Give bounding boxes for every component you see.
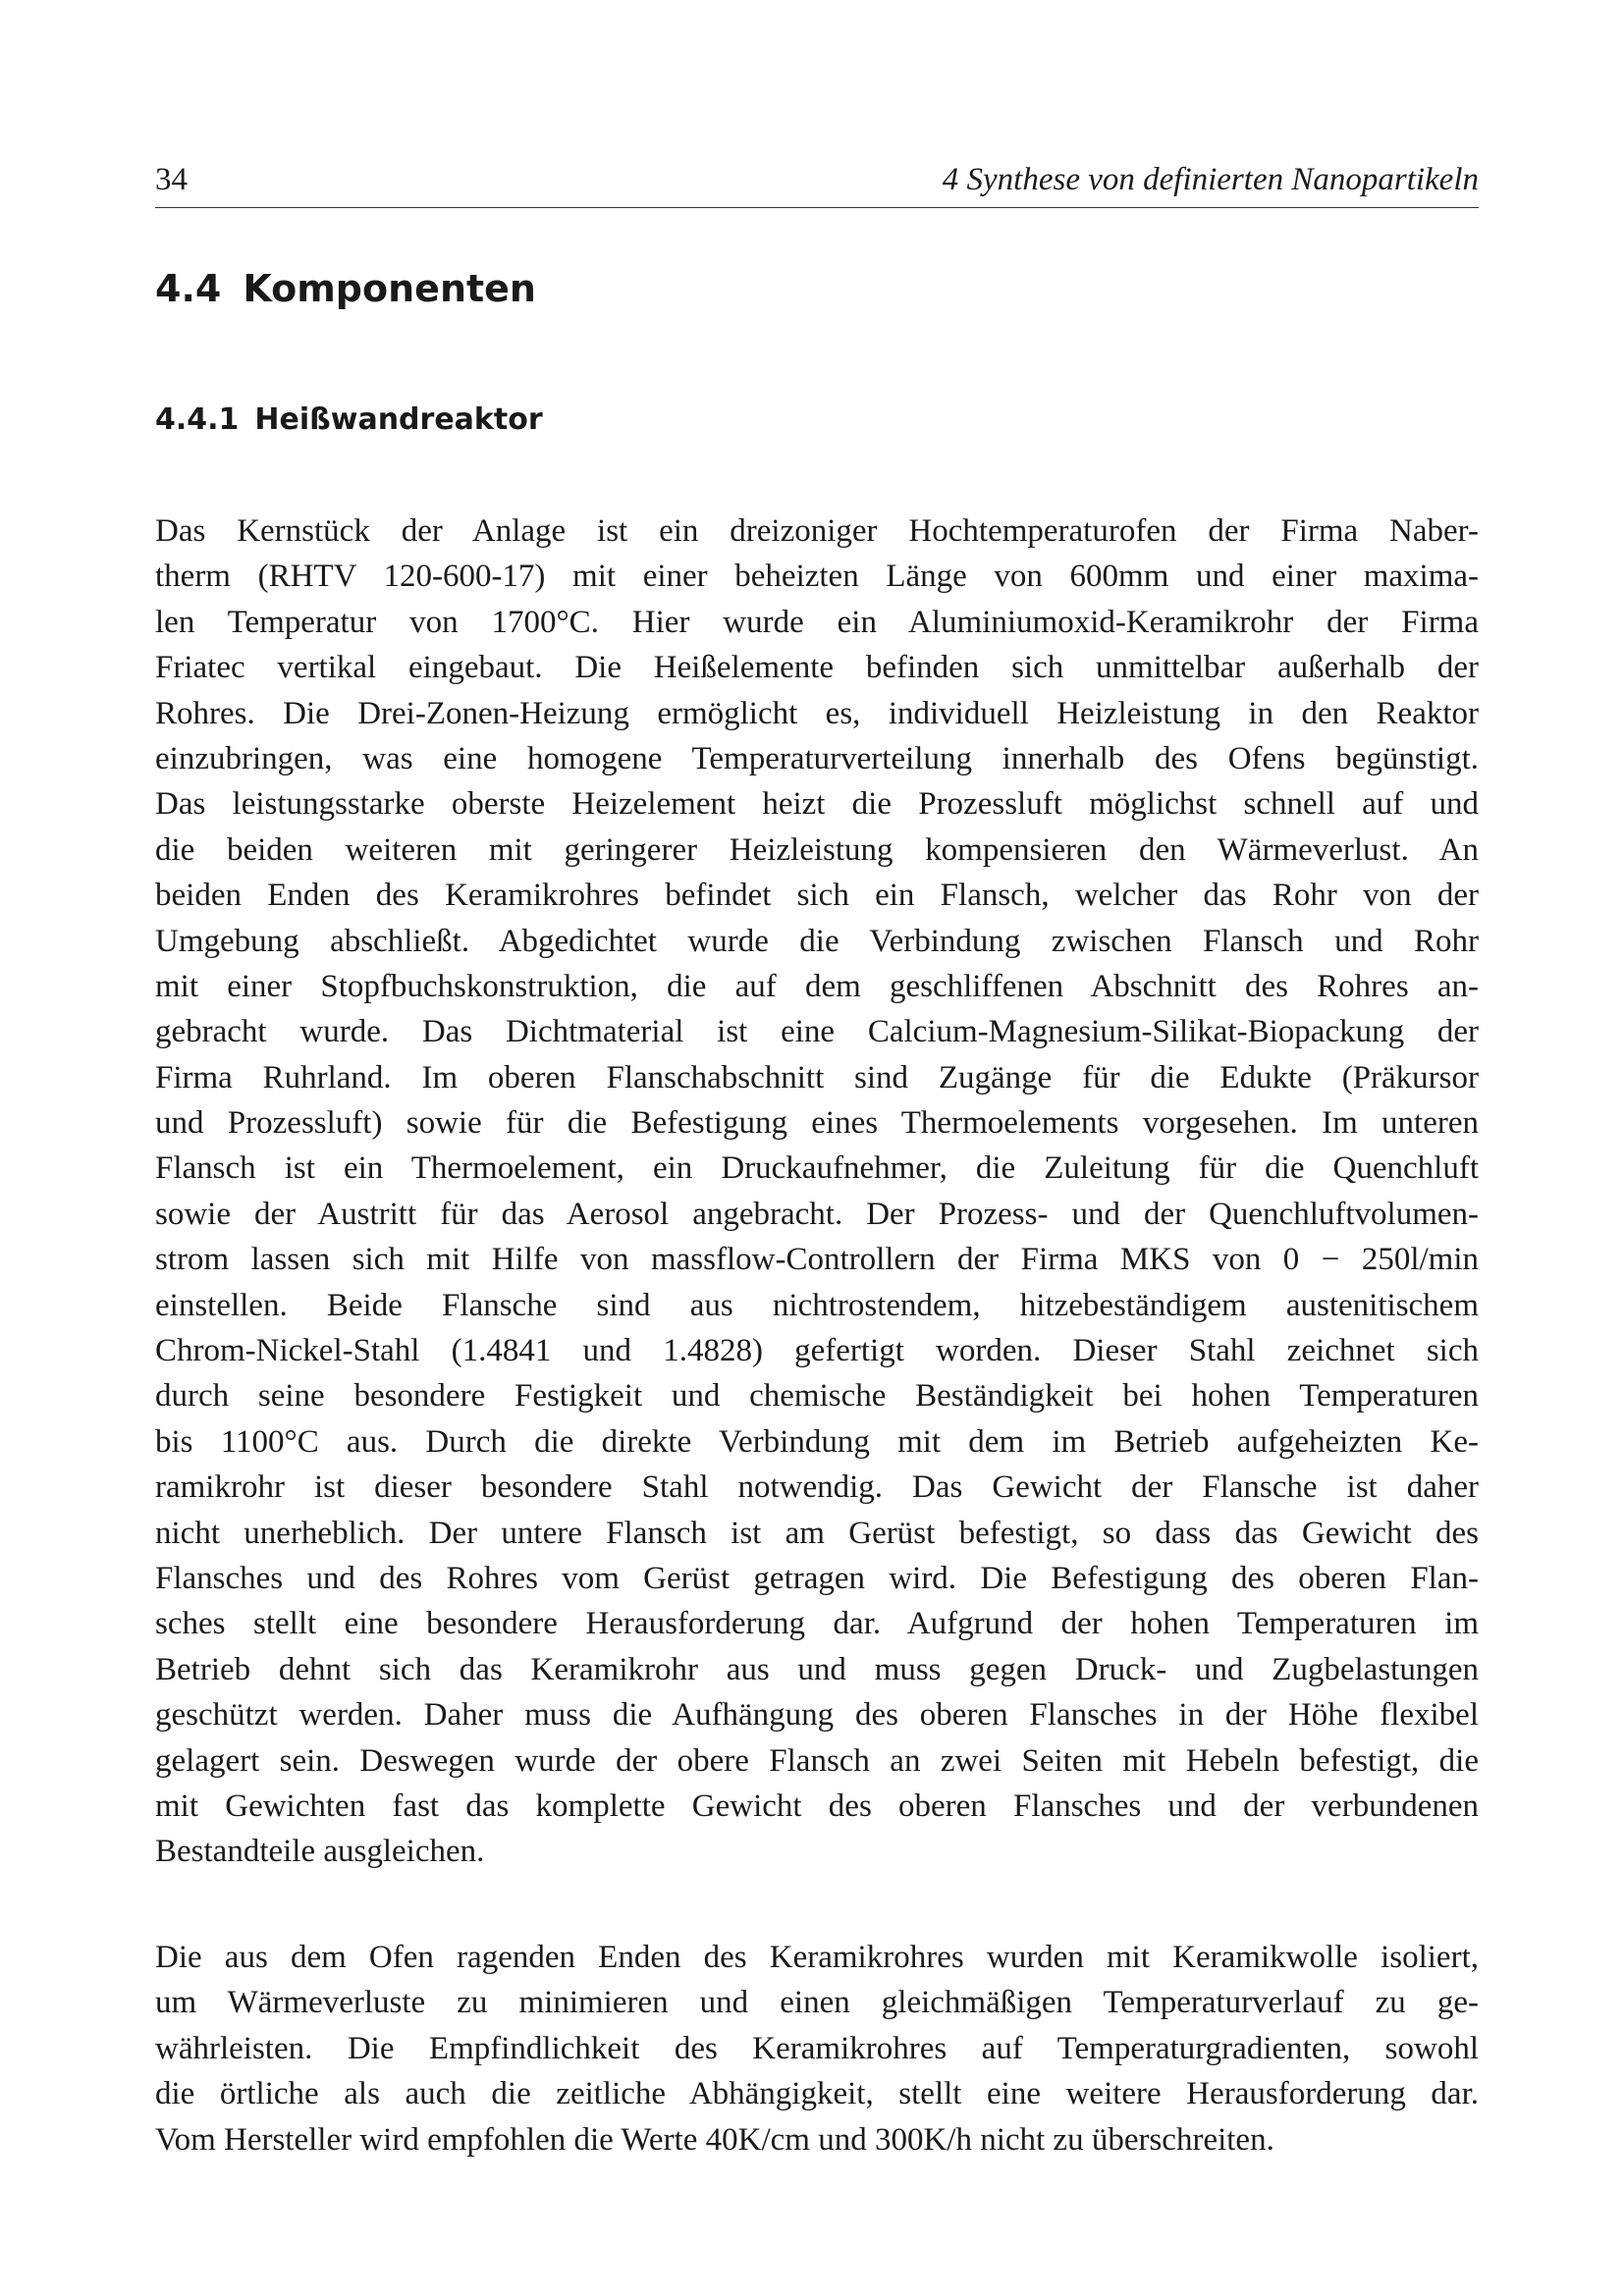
text-line: ramikrohr ist dieser besondere Stahl notwendig. Das Gewicht der Flansche ist daher bbox=[155, 1469, 1479, 1506]
text-line: die beiden weiteren mit geringerer Heizleistung kompensieren den Wärmeverlust. An bbox=[155, 831, 1479, 868]
text-line: und Prozessluft) sowie für die Befestigung eines Thermoelements vorgesehen. Im unteren bbox=[155, 1105, 1479, 1142]
section-title: Komponenten bbox=[243, 267, 536, 310]
text-line: bis 1100°C aus. Durch die direkte Verbindung mit dem im Betrieb aufgeheizten Ke- bbox=[155, 1423, 1479, 1460]
text-line: die örtliche als auch die zeitliche Abhängigkeit, stellt eine weitere Herausforderung dar. bbox=[155, 2076, 1479, 2112]
text-line: Chrom-Nickel-Stahl (1.4841 und 1.4828) gefertigt worden. Dieser Stahl zeichnet sich bbox=[155, 1333, 1479, 1369]
section-heading bbox=[155, 267, 536, 310]
subsection-number: 4.4.1 bbox=[155, 402, 240, 437]
text-line: Betrieb dehnt sich das Keramikrohr aus und muss gegen Druck- und Zugbelastungen bbox=[155, 1651, 1479, 1687]
text-line: Vom Hersteller wird empfohlen die Werte 40K/cm und 300K/h nicht zu überschreiten. bbox=[155, 2121, 1274, 2158]
text-line: Umgebung abschließt. Abgedichtet wurde die Verbindung zwischen Flansch und Rohr bbox=[155, 923, 1479, 959]
text-line: mit Gewichten fast das komplette Gewicht des oberen Flansches und der verbundenen bbox=[155, 1788, 1479, 1824]
running-title: 4 Synthese von definierten Nanopartikeln bbox=[942, 162, 1479, 197]
page-header bbox=[155, 162, 1479, 208]
text-line: Die aus dem Ofen ragenden Enden des Keramikrohres wurden mit Keramikwolle isoliert, bbox=[155, 1940, 1479, 1975]
text-line: Flansches und des Rohres vom Gerüst getragen wird. Die Befestigung des oberen Flan- bbox=[155, 1560, 1479, 1596]
text-line: mit einer Stopfbuchskonstruktion, die auf dem geschliffenen Abschnitt des Rohres an- bbox=[155, 968, 1479, 1004]
text-line: Bestandteile ausgleichen. bbox=[155, 1834, 485, 1870]
text-line: Friatec vertikal eingebaut. Die Heißelemente befinden sich unmittelbar außerhalb der bbox=[155, 650, 1479, 686]
text-line: beiden Enden des Keramikrohres befindet sich ein Flansch, welcher das Rohr von der bbox=[155, 878, 1479, 914]
subsection-heading bbox=[155, 402, 543, 437]
page-number: 34 bbox=[155, 162, 188, 197]
text-line: durch seine besondere Festigkeit und chemische Beständigkeit bei hohen Temperaturen bbox=[155, 1378, 1479, 1415]
body-paragraph bbox=[155, 1935, 1479, 2163]
text-line: währleisten. Die Empfindlichkeit des Keramikrohres auf Temperaturgradienten, sowohl bbox=[155, 2030, 1479, 2066]
text-line: gebracht wurde. Das Dichtmaterial ist eine Calcium-Magnesium-Silikat-Biopackung der bbox=[155, 1014, 1479, 1050]
text-line: len Temperatur von 1700°C. Hier wurde ein Aluminiumoxid-Keramikrohr der Firma bbox=[155, 604, 1479, 640]
text-line: Das Kernstück der Anlage ist ein dreizoniger Hochtemperaturofen der Firma Naber- bbox=[155, 513, 1479, 549]
text-line: Das leistungsstarke oberste Heizelement heizt die Prozessluft möglichst schnell auf und bbox=[155, 786, 1479, 823]
subsection-title: Heißwandreaktor bbox=[254, 402, 543, 437]
text-line: gelagert sein. Deswegen wurde der obere Flansch an zwei Seiten mit Hebeln befestigt, die bbox=[155, 1742, 1479, 1779]
text-line: sowie der Austritt für das Aerosol angebracht. Der Prozess- und der Quenchluftvolumen- bbox=[155, 1196, 1479, 1232]
text-line: einzubringen, was eine homogene Temperaturverteilung innerhalb des Ofens begünstigt. bbox=[155, 740, 1479, 776]
text-line: sches stellt eine besondere Herausforderung dar. Aufgrund der hohen Temperaturen im bbox=[155, 1606, 1479, 1642]
text-line: einstellen. Beide Flansche sind aus nichtrostendem, hitzebeständigem austenitischem bbox=[155, 1287, 1479, 1323]
text-line: geschützt werden. Daher muss die Aufhängung des oberen Flansches in der Höhe flexibel bbox=[155, 1697, 1479, 1734]
section-number: 4.4 bbox=[155, 267, 222, 310]
text-line: Firma Ruhrland. Im oberen Flanschabschnitt sind Zugänge für die Edukte (Präkursor bbox=[155, 1059, 1479, 1095]
text-line: therm (RHTV 120-600-17) mit einer beheizten Länge von 600mm und einer maxima- bbox=[155, 559, 1479, 595]
text-line: strom lassen sich mit Hilfe von massflow-Controllern der Firma MKS von 0 − 250l/min bbox=[155, 1242, 1479, 1278]
body-paragraph bbox=[155, 508, 1479, 1875]
text-line: Rohres. Die Drei-Zonen-Heizung ermöglicht es, individuell Heizleistung in den Reaktor bbox=[155, 695, 1479, 731]
text-line: um Wärmeverluste zu minimieren und einen gleichmäßigen Temperaturverlauf zu ge- bbox=[155, 1985, 1479, 2021]
text-line: Flansch ist ein Thermoelement, ein Druckaufnehmer, die Zuleitung für die Quenchluft bbox=[155, 1150, 1479, 1187]
text-line: nicht unerheblich. Der untere Flansch ist am Gerüst befestigt, so dass das Gewicht des bbox=[155, 1515, 1479, 1551]
